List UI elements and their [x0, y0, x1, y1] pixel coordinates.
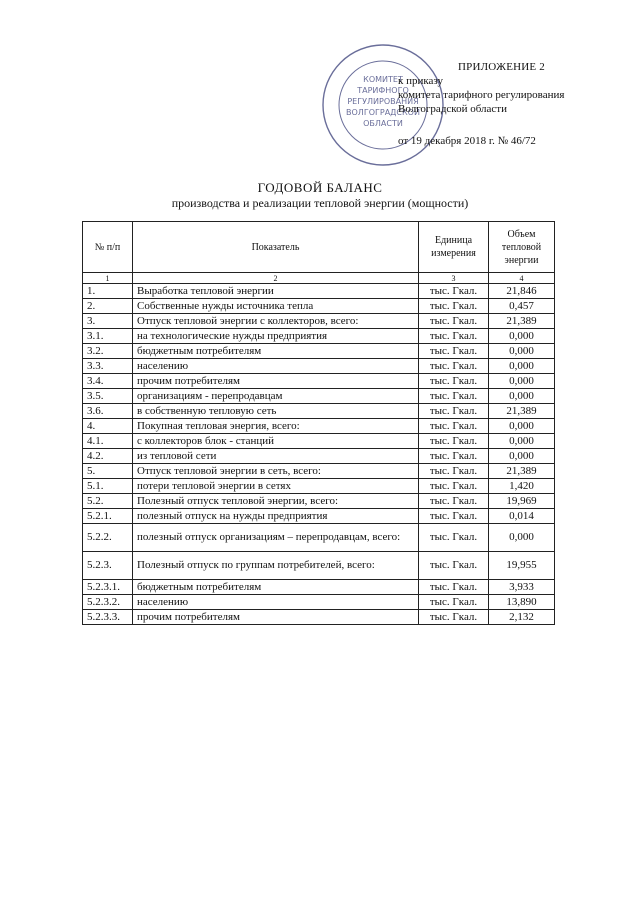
row-num: 4.	[83, 419, 133, 434]
row-num: 2.	[83, 299, 133, 314]
row-unit: тыс. Гкал.	[419, 449, 489, 464]
table-body	[83, 284, 555, 625]
row-value: 0,000	[489, 449, 555, 464]
row-indicator: бюджетным потребителям	[133, 580, 419, 595]
seal-line: КОМИТЕТ	[363, 75, 403, 84]
row-indicator: потери тепловой энергии в сетях	[133, 479, 419, 494]
column-number: 2	[133, 273, 419, 284]
appendix-title: ПРИЛОЖЕНИЕ 2	[458, 61, 545, 73]
row-indicator: в собственную тепловую сеть	[133, 404, 419, 419]
table-row	[83, 610, 555, 625]
row-value: 0,000	[489, 344, 555, 359]
row-num: 3.2.	[83, 344, 133, 359]
row-value: 0,000	[489, 524, 555, 552]
row-unit: тыс. Гкал.	[419, 284, 489, 299]
row-value: 21,389	[489, 314, 555, 329]
row-indicator: полезный отпуск организациям – перепродавцам, всего:	[133, 524, 419, 552]
row-num: 3.4.	[83, 374, 133, 389]
table-row	[83, 434, 555, 449]
row-value: 0,000	[489, 389, 555, 404]
row-unit: тыс. Гкал.	[419, 359, 489, 374]
row-unit: тыс. Гкал.	[419, 314, 489, 329]
row-indicator: Полезный отпуск тепловой энергии, всего:	[133, 494, 419, 509]
column-number-row	[83, 273, 555, 284]
row-value: 21,389	[489, 404, 555, 419]
row-value: 21,389	[489, 464, 555, 479]
table-row	[83, 284, 555, 299]
table-row	[83, 314, 555, 329]
row-indicator: организациям - перепродавцам	[133, 389, 419, 404]
row-indicator: с коллекторов блок - станций	[133, 434, 419, 449]
row-num: 3.1.	[83, 329, 133, 344]
row-value: 21,846	[489, 284, 555, 299]
seal-line: ВОЛГОГРАДСКОЙ	[346, 108, 420, 117]
row-value: 0,000	[489, 434, 555, 449]
row-num: 4.2.	[83, 449, 133, 464]
table-row	[83, 299, 555, 314]
header-unit: Единица измерения	[419, 222, 489, 273]
row-value: 2,132	[489, 610, 555, 625]
balance-table	[82, 221, 555, 625]
row-unit: тыс. Гкал.	[419, 299, 489, 314]
row-unit: тыс. Гкал.	[419, 524, 489, 552]
table-header-row	[83, 222, 555, 273]
row-unit: тыс. Гкал.	[419, 434, 489, 449]
seal-line: ТАРИФНОГО	[357, 86, 409, 95]
row-unit: тыс. Гкал.	[419, 580, 489, 595]
row-unit: тыс. Гкал.	[419, 329, 489, 344]
row-num: 3.5.	[83, 389, 133, 404]
appendix-header	[398, 60, 598, 148]
row-num: 3.6.	[83, 404, 133, 419]
table-row	[83, 494, 555, 509]
appendix-line-3: Волгоградской области	[398, 103, 507, 115]
table-row	[83, 479, 555, 494]
row-num: 1.	[83, 284, 133, 299]
table-row	[83, 552, 555, 580]
table-row	[83, 404, 555, 419]
column-number: 3	[419, 273, 489, 284]
row-num: 5.2.3.3.	[83, 610, 133, 625]
row-indicator: прочим потребителям	[133, 374, 419, 389]
row-value: 0,000	[489, 374, 555, 389]
row-value: 0,014	[489, 509, 555, 524]
appendix-line-2: комитета тарифного регулирования	[398, 89, 565, 101]
row-unit: тыс. Гкал.	[419, 389, 489, 404]
row-value: 19,955	[489, 552, 555, 580]
row-value: 1,420	[489, 479, 555, 494]
row-unit: тыс. Гкал.	[419, 509, 489, 524]
row-value: 0,000	[489, 359, 555, 374]
row-unit: тыс. Гкал.	[419, 374, 489, 389]
row-indicator: из тепловой сети	[133, 449, 419, 464]
row-indicator: населению	[133, 359, 419, 374]
row-indicator: Покупная тепловая энергия, всего:	[133, 419, 419, 434]
row-unit: тыс. Гкал.	[419, 419, 489, 434]
row-indicator: Полезный отпуск по группам потребителей, всего:	[133, 552, 419, 580]
row-indicator: бюджетным потребителям	[133, 344, 419, 359]
table-row	[83, 344, 555, 359]
table-row	[83, 374, 555, 389]
row-indicator: прочим потребителям	[133, 610, 419, 625]
seal-line: РЕГУЛИРОВАНИЯ	[347, 97, 419, 106]
row-value: 3,933	[489, 580, 555, 595]
row-indicator: населению	[133, 595, 419, 610]
row-indicator: Отпуск тепловой энергии в сеть, всего:	[133, 464, 419, 479]
row-num: 3.3.	[83, 359, 133, 374]
header-num: № п/п	[83, 222, 133, 273]
row-num: 4.1.	[83, 434, 133, 449]
row-num: 5.2.3.2.	[83, 595, 133, 610]
row-unit: тыс. Гкал.	[419, 464, 489, 479]
table-row	[83, 329, 555, 344]
row-unit: тыс. Гкал.	[419, 344, 489, 359]
header-indicator: Показатель	[133, 222, 419, 273]
table-row	[83, 580, 555, 595]
row-indicator: Собственные нужды источника тепла	[133, 299, 419, 314]
row-num: 5.2.3.1.	[83, 580, 133, 595]
row-value: 0,000	[489, 419, 555, 434]
table-row	[83, 419, 555, 434]
row-unit: тыс. Гкал.	[419, 494, 489, 509]
row-num: 5.1.	[83, 479, 133, 494]
row-indicator: полезный отпуск на нужды предприятия	[133, 509, 419, 524]
document-title: ГОДОВОЙ БАЛАНС	[257, 180, 383, 195]
row-indicator: Отпуск тепловой энергии с коллекторов, всего:	[133, 314, 419, 329]
seal-line: ОБЛАСТИ	[363, 119, 403, 128]
table-row	[83, 359, 555, 374]
row-value: 13,890	[489, 595, 555, 610]
row-num: 3.	[83, 314, 133, 329]
table-row	[83, 524, 555, 552]
column-number: 1	[83, 273, 133, 284]
row-unit: тыс. Гкал.	[419, 479, 489, 494]
header-volume: Объем тепловой энергии	[489, 222, 555, 273]
row-unit: тыс. Гкал.	[419, 552, 489, 580]
row-num: 5.2.	[83, 494, 133, 509]
row-indicator: Выработка тепловой энергии	[133, 284, 419, 299]
row-num: 5.2.1.	[83, 509, 133, 524]
row-unit: тыс. Гкал.	[419, 595, 489, 610]
row-value: 19,969	[489, 494, 555, 509]
table-row	[83, 509, 555, 524]
table-row	[83, 449, 555, 464]
table-row	[83, 389, 555, 404]
row-value: 0,457	[489, 299, 555, 314]
table-row	[83, 464, 555, 479]
row-unit: тыс. Гкал.	[419, 610, 489, 625]
row-value: 0,000	[489, 329, 555, 344]
row-indicator: на технологические нужды предприятия	[133, 329, 419, 344]
appendix-date: от 19 декабря 2018 г. № 46/72	[398, 135, 536, 147]
row-unit: тыс. Гкал.	[419, 404, 489, 419]
column-number: 4	[489, 273, 555, 284]
appendix-line-1: к приказу	[398, 75, 444, 87]
row-num: 5.2.3.	[83, 552, 133, 580]
row-num: 5.	[83, 464, 133, 479]
row-num: 5.2.2.	[83, 524, 133, 552]
table-row	[83, 595, 555, 610]
document-subtitle: производства и реализации тепловой энергии (мощности)	[171, 196, 469, 210]
